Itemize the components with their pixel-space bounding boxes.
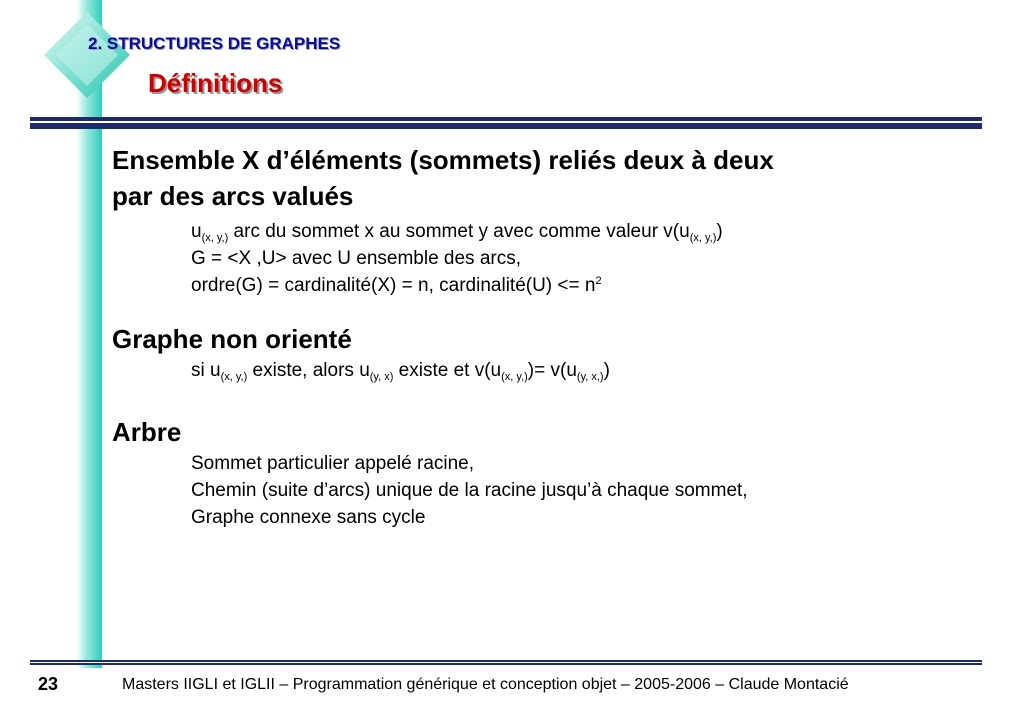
subscript: (y, x,)	[576, 371, 604, 383]
subscript: (x, y,)	[220, 371, 248, 383]
text-order: ordre(G) = cardinalité(X) = n, cardinalité(U) <= n	[191, 275, 596, 296]
text-equals: )= v(u	[527, 360, 577, 381]
tree-line: Sommet particulier appelé racine,	[191, 453, 475, 474]
section-title: 2. STRUCTURES DE GRAPHES	[88, 34, 341, 53]
definition-heading-line2: par des arcs valués	[112, 181, 354, 211]
tree-heading: Arbre	[112, 417, 182, 447]
subscript: (x, y,)	[501, 371, 528, 383]
top-divider	[30, 117, 982, 129]
subscript: (y, x)	[369, 371, 394, 383]
undirected-heading: Graphe non orienté	[112, 324, 352, 354]
decorative-side-bar	[76, 0, 102, 668]
tree-line: Graphe connexe sans cycle	[191, 507, 426, 528]
definition-line-graph: G = <X ,U> avec U ensemble des arcs,	[191, 248, 522, 269]
page-number: 23	[38, 674, 59, 694]
text-exists-and: existe et v(u	[393, 360, 502, 381]
text-close: )	[716, 221, 723, 242]
subscript: (x, y,)	[201, 232, 229, 244]
definition-line-arc	[112, 218, 952, 245]
superscript: 2	[595, 275, 602, 287]
text-exists: existe, alors u	[247, 360, 370, 381]
bottom-divider	[30, 660, 982, 665]
diamond-logo-icon	[42, 10, 132, 100]
text-arc: arc du sommet x au sommet y avec comme valeur v(u	[228, 221, 690, 242]
page-title: Définitions	[148, 68, 283, 98]
tree-line: Chemin (suite d’arcs) unique de la racine jusqu’à chaque sommet,	[191, 480, 748, 501]
undirected-line	[112, 357, 952, 384]
definition-heading-line1: Ensemble X d’éléments (sommets) reliés deux à deux	[112, 145, 774, 175]
footer-credits: Masters IIGLI et IGLII – Programmation générique et conception objet – 2005-2006 – Claude Montacié	[122, 676, 849, 693]
definition-heading	[112, 142, 952, 214]
text-close: )	[603, 360, 610, 381]
definition-line-order	[112, 272, 952, 299]
text-u: u	[191, 221, 202, 242]
text-si: si u	[191, 360, 221, 381]
slide-content	[112, 142, 952, 531]
subscript: (x, y,)	[689, 232, 717, 244]
